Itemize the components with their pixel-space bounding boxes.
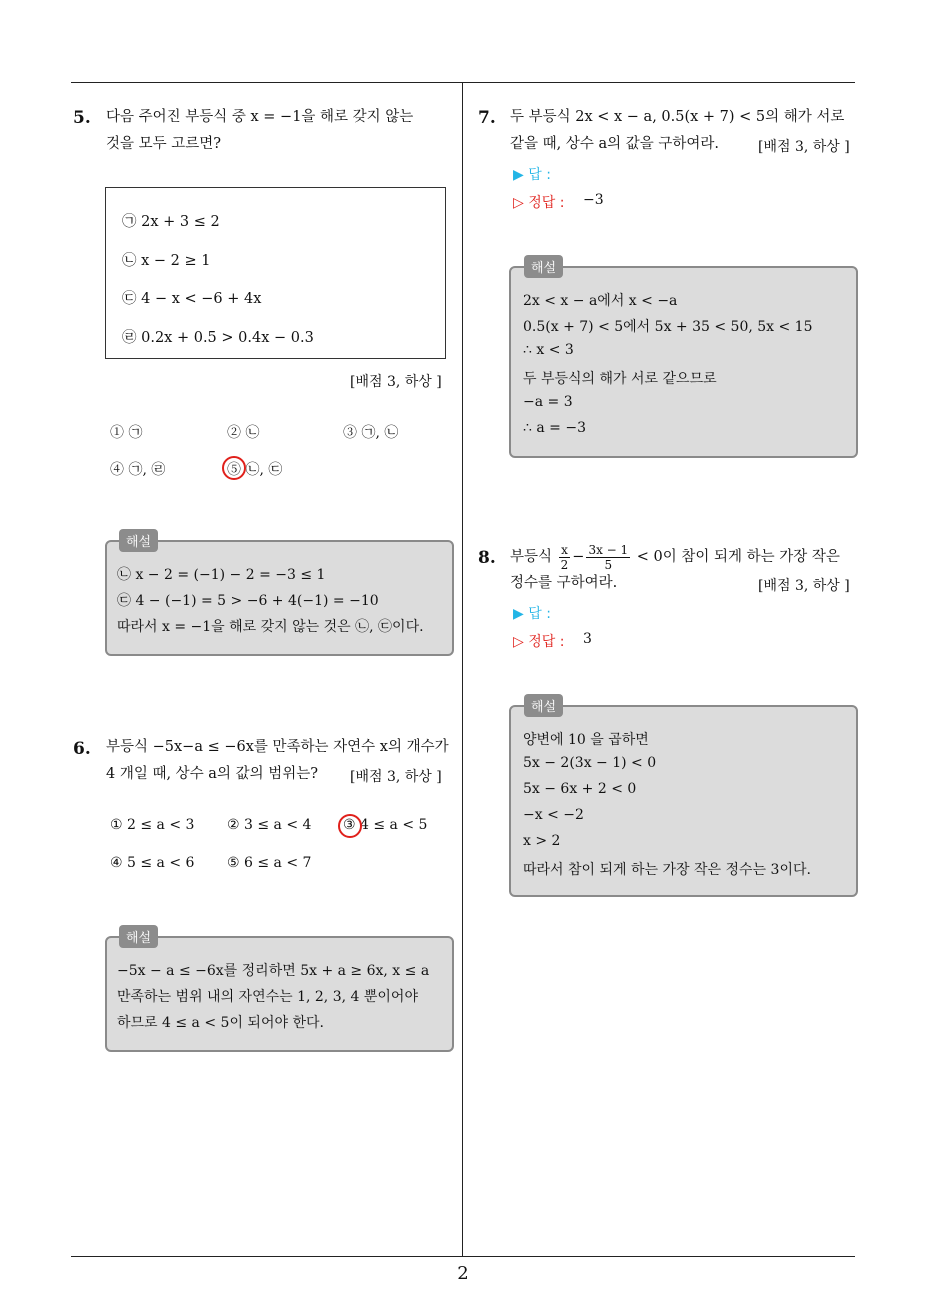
- choice-4[interactable]: ④ ㉠, ㉣: [110, 462, 166, 478]
- question-8-solution-box: [509, 705, 858, 897]
- solution-line: 따라서 x = −1을 해로 갖지 않는 것은 ㉡, ㉢이다.: [117, 619, 424, 635]
- question-8-prefix: 부등식: [510, 549, 553, 565]
- question-8-suffix: < 0이 참이 되게 하는 가장 작은: [636, 549, 840, 565]
- solution-line: x > 2: [523, 833, 561, 849]
- answer-input-label[interactable]: ▶ 답 :: [513, 167, 551, 183]
- fraction-numerator: 3x − 1: [588, 542, 629, 557]
- fraction-numerator: x: [559, 543, 571, 558]
- top-rule: [71, 82, 855, 83]
- answer-input-label[interactable]: ▶ 답 :: [513, 606, 551, 622]
- question-7-solution-box: [509, 266, 858, 458]
- solution-line: 만족하는 범위 내의 자연수는 1, 2, 3, 4 뿐이어야: [117, 989, 418, 1005]
- fraction-denominator: 5: [604, 557, 613, 572]
- question-6-solution-box: [105, 936, 454, 1052]
- choice-5[interactable]: ⑤ ㉡, ㉢: [227, 462, 283, 478]
- solution-line: 0.5(x + 7) < 5에서 5x + 35 < 50, 5x < 15: [523, 319, 813, 335]
- solution-line: 5x − 6x + 2 < 0: [523, 781, 637, 797]
- page-number: 2: [457, 1263, 469, 1284]
- solution-line: 하므로 4 ≤ a < 5이 되어야 한다.: [117, 1015, 324, 1031]
- solution-line: 양변에 10 을 곱하면: [523, 732, 649, 748]
- question-5-solution-box: [105, 540, 454, 656]
- solution-line: ∴ x < 3: [523, 342, 574, 358]
- question-7-number: 7.: [478, 108, 496, 128]
- question-7-line2: 같을 때, 상수 a의 값을 구하여라.: [510, 136, 719, 152]
- solution-line: 5x − 2(3x − 1) < 0: [523, 755, 657, 771]
- solution-tag: 해설: [524, 255, 563, 278]
- condition-item: ㉠ 2x + 3 ≤ 2: [122, 214, 220, 230]
- question-5-line1: 다음 주어진 부등식 중 x = −1을 해로 갖지 않는: [106, 109, 414, 125]
- correct-answer-label: ▷ 정답 :: [513, 634, 565, 650]
- choice-2[interactable]: ② 3 ≤ a < 4: [227, 817, 312, 833]
- question-8-number: 8.: [478, 548, 496, 568]
- bottom-rule: [71, 1256, 855, 1257]
- minus-sign: −: [572, 549, 585, 565]
- column-divider: [462, 82, 463, 1256]
- fraction-3x-1-over-5: [586, 543, 630, 572]
- condition-item: ㉡ x − 2 ≥ 1: [122, 253, 211, 269]
- choice-1[interactable]: ① 2 ≤ a < 3: [110, 817, 195, 833]
- question-6-line1: 부등식 −5x−a ≤ −6x를 만족하는 자연수 x의 개수가: [106, 739, 449, 755]
- solution-line: −5x − a ≤ −6x를 정리하면 5x + a ≥ 6x, x ≤ a: [117, 963, 430, 979]
- solution-tag: 해설: [524, 694, 563, 717]
- solution-line: 두 부등식의 해가 서로 같으므로: [523, 371, 717, 387]
- correct-answer-label: ▷ 정답 :: [513, 195, 565, 211]
- choice-4[interactable]: ④ 5 ≤ a < 6: [110, 855, 195, 871]
- correct-answer-value: 3: [583, 631, 592, 647]
- question-8-score: [배점 3, 하상 ]: [758, 578, 850, 594]
- choice-3[interactable]: ③ ㉠, ㉡: [343, 425, 399, 441]
- choice-2[interactable]: ② ㉡: [227, 425, 260, 441]
- condition-item: ㉢ 4 − x < −6 + 4x: [122, 291, 262, 307]
- selected-answer-mark: [338, 814, 362, 838]
- question-7-score: [배점 3, 하상 ]: [758, 139, 850, 155]
- choice-1[interactable]: ① ㉠: [110, 425, 143, 441]
- fraction-denominator: 2: [560, 557, 569, 572]
- question-6-score: [배점 3, 하상 ]: [350, 769, 442, 785]
- choice-5[interactable]: ⑤ 6 ≤ a < 7: [227, 855, 312, 871]
- question-8-line2: 정수를 구하여라.: [510, 575, 618, 591]
- question-5-number: 5.: [73, 108, 91, 128]
- correct-answer-value: −3: [583, 192, 604, 208]
- question-6-number: 6.: [73, 739, 91, 759]
- fraction-x-over-2: [559, 543, 571, 572]
- solution-line: ㉢ 4 − (−1) = 5 > −6 + 4(−1) = −10: [117, 593, 379, 609]
- solution-line: ∴ a = −3: [523, 420, 586, 436]
- solution-line: 2x < x − a에서 x < −a: [523, 293, 678, 309]
- selected-answer-mark: [222, 456, 246, 480]
- question-8-line1: [510, 540, 840, 574]
- solution-tag: 해설: [119, 529, 158, 552]
- question-7-line1: 두 부등식 2x < x − a, 0.5(x + 7) < 5의 해가 서로: [510, 109, 845, 125]
- choice-3[interactable]: ③ 4 ≤ a < 5: [343, 817, 428, 833]
- solution-tag: 해설: [119, 925, 158, 948]
- solution-line: −a = 3: [523, 394, 573, 410]
- solution-line: ㉡ x − 2 = (−1) − 2 = −3 ≤ 1: [117, 567, 326, 583]
- question-6-line2: 4 개일 때, 상수 a의 값의 범위는?: [106, 766, 318, 782]
- condition-item: ㉣ 0.2x + 0.5 > 0.4x − 0.3: [122, 330, 314, 346]
- solution-line: 따라서 참이 되게 하는 가장 작은 정수는 3이다.: [523, 862, 811, 878]
- question-5-conditions-box: [105, 187, 446, 359]
- question-5-score: [배점 3, 하상 ]: [350, 374, 442, 390]
- question-5-line2: 것을 모두 고르면?: [106, 136, 222, 152]
- solution-line: −x < −2: [523, 807, 584, 823]
